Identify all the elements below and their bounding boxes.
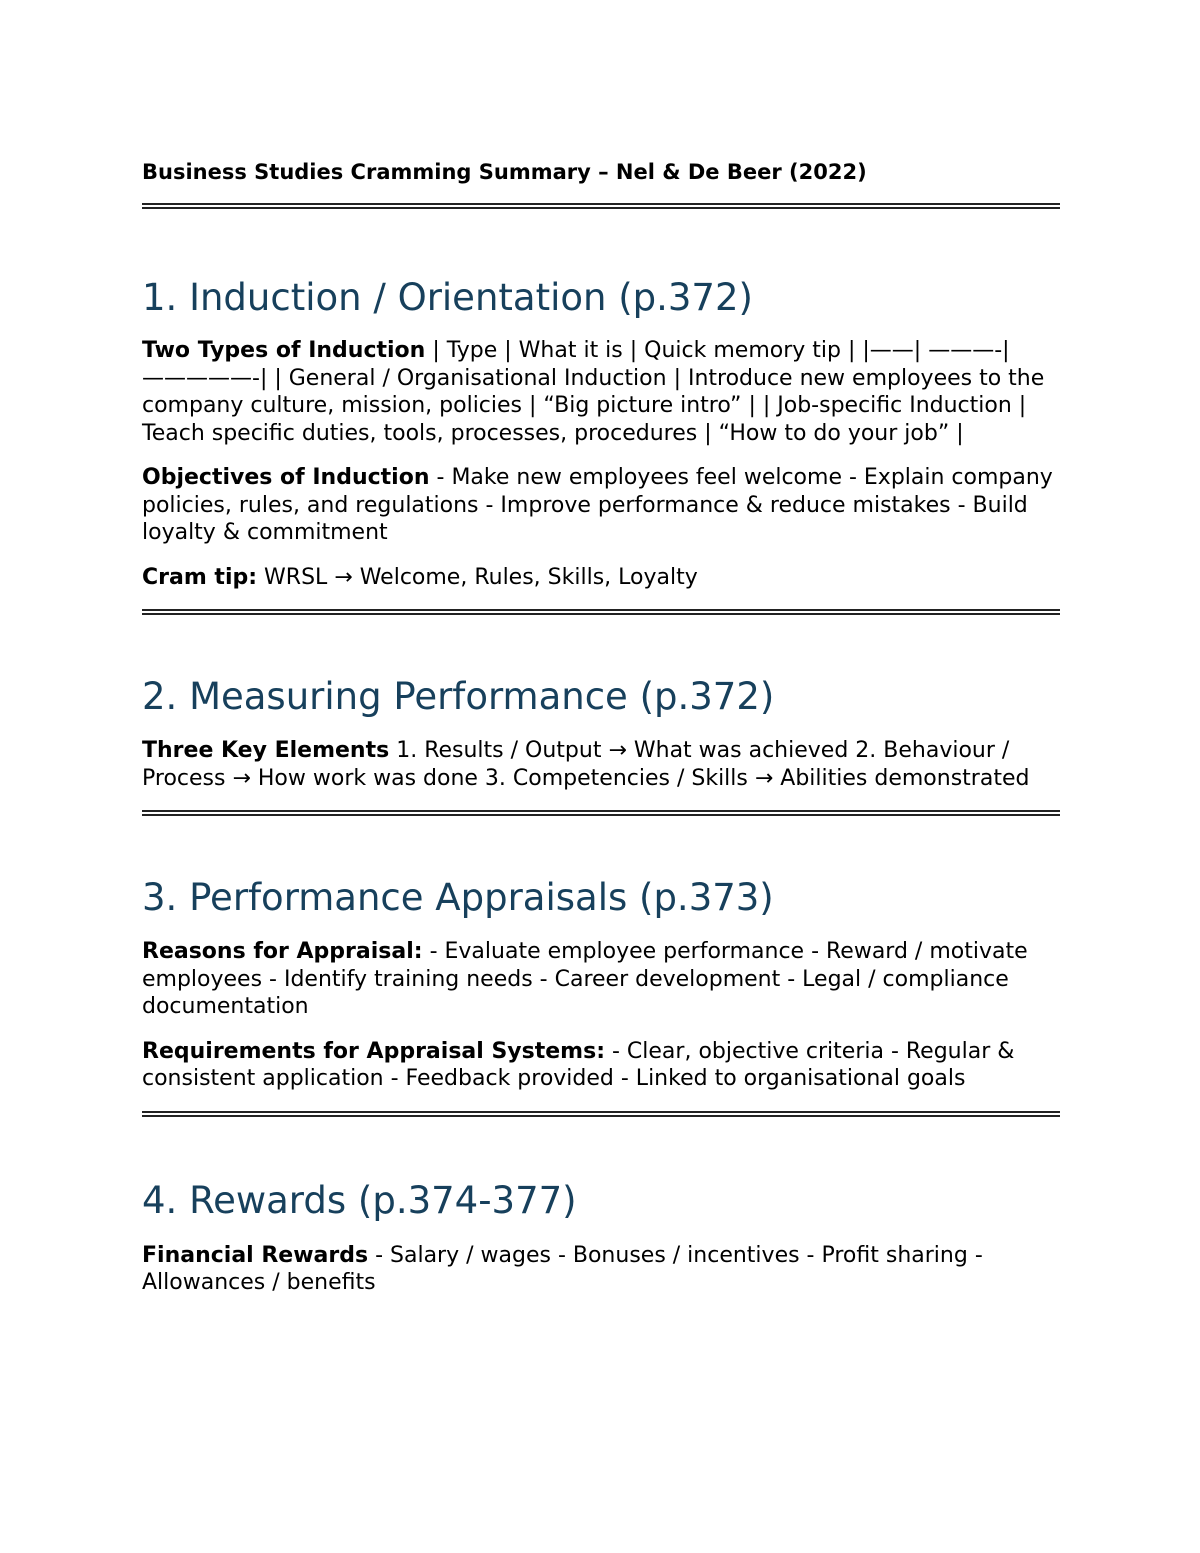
- paragraph-text: - Make new employees feel welcome - Explain company policies, rules, and regulations - Improve performance & reduce mistakes - Build loyalty & commitment: [142, 465, 1053, 545]
- section-divider: [142, 1111, 1060, 1117]
- paragraph-objectives-of-induction: [142, 464, 1060, 547]
- section-heading-performance-appraisals: 3. Performance Appraisals (p.373): [142, 876, 774, 919]
- section-divider: [142, 609, 1060, 615]
- paragraph-label: Three Key Elements: [142, 738, 390, 763]
- paragraph-text: 1. Results / Output → What was achieved 2. Behaviour / Process → How work was done 3. Competencies / Skills → Abilities demonstrated: [142, 738, 1030, 791]
- section-divider: [142, 203, 1060, 209]
- paragraph-requirements-for-appraisal-systems: [142, 1038, 1060, 1093]
- section-heading-induction: 1. Induction / Orientation (p.372): [142, 276, 753, 319]
- paragraph-label: Financial Rewards: [142, 1242, 369, 1268]
- paragraph-text: - Salary / wages - Bonuses / incentives - Profit sharing - Allowances / benefits: [142, 1242, 983, 1295]
- paragraph-label: Reasons for Appraisal:: [142, 939, 423, 964]
- paragraph-three-key-elements: [142, 737, 1060, 792]
- paragraph-cram-tip: [142, 564, 1060, 592]
- section-heading-rewards: 4. Rewards (p.374-377): [142, 1178, 577, 1222]
- paragraph-text: | Type | What it is | Quick memory tip | |——| ———-|—————-| | General / Organisational Induction | Introduce new employees to the company culture, mission, policies | “Big picture intro” | | Job-specific Induction | Teach specific duties, tools, processes, procedures | “How to do your job” |: [142, 338, 1045, 446]
- paragraph-financial-rewards: [142, 1242, 1060, 1297]
- paragraph-label: Cram tip:: [142, 564, 258, 590]
- paragraph-two-types-of-induction: [142, 337, 1060, 447]
- section-heading-measuring-performance: 2. Measuring Performance (p.372): [142, 675, 775, 718]
- document-page: [142, 155, 1060, 1297]
- paragraph-label: Objectives of Induction: [142, 465, 430, 490]
- paragraph-text: WRSL → Welcome, Rules, Skills, Loyalty: [257, 564, 698, 590]
- paragraph-label: Two Types of Induction: [142, 338, 426, 363]
- paragraph-reasons-for-appraisal: [142, 938, 1060, 1021]
- document-title: Business Studies Cramming Summary – Nel & De Beer (2022): [142, 160, 867, 184]
- paragraph-text: - Evaluate employee performance - Reward / motivate employees - Identify training needs - Career development - Legal / compliance documentation: [142, 939, 1028, 1019]
- paragraph-text: - Clear, objective criteria - Regular & consistent application - Feedback provided - Linked to organisational goals: [142, 1038, 1015, 1091]
- section-divider: [142, 810, 1060, 816]
- paragraph-label: Requirements for Appraisal Systems:: [142, 1038, 605, 1064]
